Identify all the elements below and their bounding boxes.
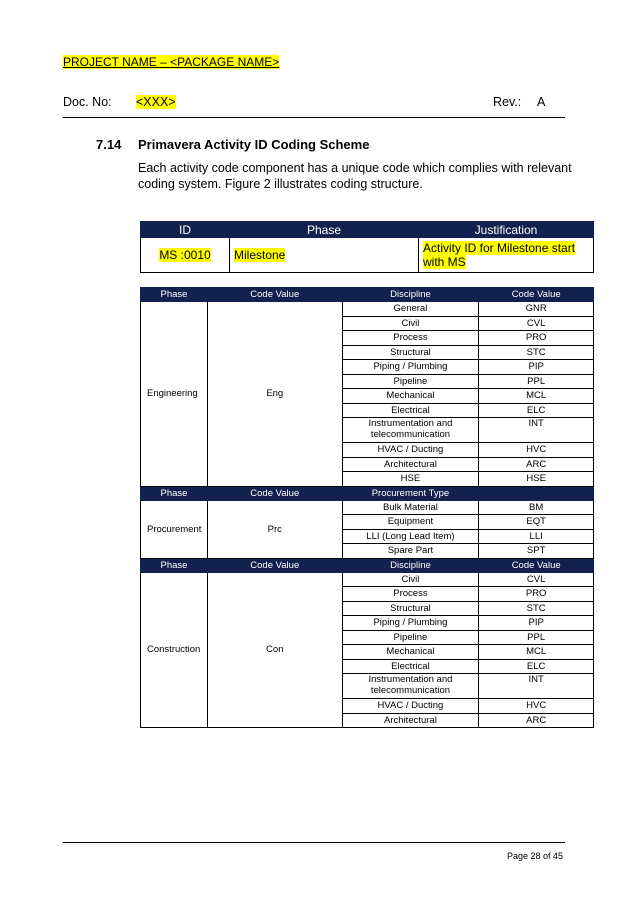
coding-header-cell: Code Value xyxy=(479,288,594,302)
discipline-cell: Instrumentation and telecommunication xyxy=(342,674,479,699)
phase-name-cell: Engineering xyxy=(141,302,208,487)
justification-cell xyxy=(419,238,594,273)
code-value-cell: CVL xyxy=(479,316,594,331)
code-value-cell: CVL xyxy=(479,572,594,587)
code-value-cell: PIP xyxy=(479,616,594,631)
coding-header-cell: Discipline xyxy=(342,288,479,302)
discipline-cell: HSE xyxy=(342,472,479,487)
phase-code-cell: Eng xyxy=(207,302,342,487)
page-number: Page 28 of 45 xyxy=(507,851,564,861)
discipline-cell: Architectural xyxy=(342,713,479,728)
code-value-cell: PPL xyxy=(479,374,594,389)
discipline-cell: Piping / Plumbing xyxy=(342,616,479,631)
project-name-text: PROJECT NAME – <PACKAGE NAME> xyxy=(63,55,280,69)
code-value-cell: LLI xyxy=(479,529,594,544)
code-value-cell: PIP xyxy=(479,360,594,375)
coding-section-header xyxy=(141,558,594,572)
coding-table-body xyxy=(141,288,594,728)
discipline-cell: Pipeline xyxy=(342,630,479,645)
phase-cell xyxy=(230,238,419,273)
code-value-cell: INT xyxy=(479,674,594,699)
rev-value: A xyxy=(537,95,546,109)
discipline-cell: Architectural xyxy=(342,457,479,472)
discipline-cell: Pipeline xyxy=(342,374,479,389)
discipline-cell: LLI (Long Lead Item) xyxy=(342,529,479,544)
code-value-cell: PPL xyxy=(479,630,594,645)
footer-rule xyxy=(63,842,565,843)
code-value-cell: ARC xyxy=(479,457,594,472)
rev-label: Rev.: xyxy=(493,95,522,109)
coding-header-cell xyxy=(479,486,594,500)
code-value-cell: PRO xyxy=(479,331,594,346)
discipline-cell: Piping / Plumbing xyxy=(342,360,479,375)
coding-table xyxy=(140,287,594,728)
discipline-cell: Civil xyxy=(342,572,479,587)
code-value-cell: HVC xyxy=(479,443,594,458)
code-value-cell: ELC xyxy=(479,403,594,418)
table-row xyxy=(141,500,594,515)
code-value-cell: SPT xyxy=(479,544,594,559)
id-cell xyxy=(141,238,230,273)
code-value-cell: HSE xyxy=(479,472,594,487)
coding-header-cell: Procurement Type xyxy=(342,486,479,500)
coding-section-header xyxy=(141,486,594,500)
discipline-cell: Spare Part xyxy=(342,544,479,559)
code-value-cell: STC xyxy=(479,601,594,616)
code-value-cell: INT xyxy=(479,418,594,443)
phase-code-cell: Prc xyxy=(207,500,342,558)
discipline-cell: Process xyxy=(342,587,479,602)
project-name xyxy=(63,55,279,70)
table-row xyxy=(141,302,594,317)
justification-value: Activity ID for Milestone start with MS xyxy=(423,241,576,269)
code-value-cell: MCL xyxy=(479,645,594,660)
header-rule xyxy=(63,117,565,118)
coding-header-cell: Code Value xyxy=(207,558,342,572)
coding-section-header xyxy=(141,288,594,302)
discipline-cell: Process xyxy=(342,331,479,346)
table-row xyxy=(141,572,594,587)
code-value-cell: PRO xyxy=(479,587,594,602)
doc-no-label: Doc. No: xyxy=(63,95,112,109)
id-value: MS :0010 xyxy=(159,248,211,262)
coding-header-cell: Phase xyxy=(141,486,208,500)
phase-name-cell: Procurement xyxy=(141,500,208,558)
coding-header-cell: Phase xyxy=(141,558,208,572)
discipline-cell: General xyxy=(342,302,479,317)
id-table-header xyxy=(141,222,594,238)
code-value-cell: STC xyxy=(479,345,594,360)
code-value-cell: MCL xyxy=(479,389,594,404)
phase-value: Milestone xyxy=(234,248,286,262)
coding-header-cell: Code Value xyxy=(207,486,342,500)
discipline-cell: Instrumentation and telecommunication xyxy=(342,418,479,443)
doc-no-value xyxy=(136,95,176,109)
id-table-row xyxy=(141,238,594,273)
discipline-cell: Civil xyxy=(342,316,479,331)
discipline-cell: Mechanical xyxy=(342,645,479,660)
id-table xyxy=(140,221,594,273)
section-body: Each activity code component has a unique code which complies with relevant coding system. Figure 2 illustrates coding structure. xyxy=(138,161,572,191)
coding-header-cell: Code Value xyxy=(207,288,342,302)
section-number: 7.14 xyxy=(96,137,122,152)
discipline-cell: Electrical xyxy=(342,403,479,418)
doc-no-value-text: <XXX> xyxy=(136,95,176,109)
phase-name-cell: Construction xyxy=(141,572,208,728)
id-header: ID xyxy=(141,222,230,238)
phase-code-cell: Con xyxy=(207,572,342,728)
discipline-cell: HVAC / Ducting xyxy=(342,443,479,458)
discipline-cell: Mechanical xyxy=(342,389,479,404)
code-value-cell: GNR xyxy=(479,302,594,317)
code-value-cell: ELC xyxy=(479,659,594,674)
discipline-cell: Equipment xyxy=(342,515,479,530)
discipline-cell: Structural xyxy=(342,601,479,616)
coding-header-cell: Discipline xyxy=(342,558,479,572)
code-value-cell: BM xyxy=(479,500,594,515)
code-value-cell: EQT xyxy=(479,515,594,530)
coding-header-cell: Code Value xyxy=(479,558,594,572)
code-value-cell: HVC xyxy=(479,699,594,714)
justification-header: Justification xyxy=(419,222,594,238)
section-title: Primavera Activity ID Coding Scheme xyxy=(138,137,370,152)
discipline-cell: HVAC / Ducting xyxy=(342,699,479,714)
code-value-cell: ARC xyxy=(479,713,594,728)
discipline-cell: Bulk Material xyxy=(342,500,479,515)
phase-header: Phase xyxy=(230,222,419,238)
discipline-cell: Structural xyxy=(342,345,479,360)
discipline-cell: Electrical xyxy=(342,659,479,674)
coding-header-cell: Phase xyxy=(141,288,208,302)
